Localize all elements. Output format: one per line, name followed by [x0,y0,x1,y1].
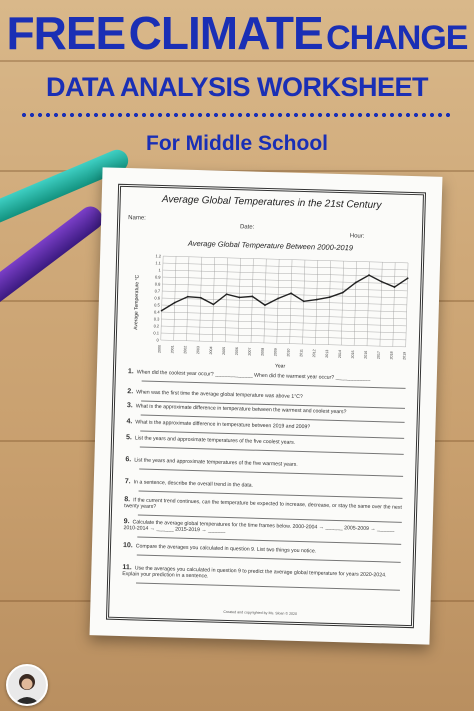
title-change: CHANGE [326,19,468,57]
question-number: 5. [125,434,133,442]
question-item [125,479,403,499]
question-number: 2. [127,388,134,396]
x-tick-label: 2014 [337,349,343,359]
page-subtitle: For Middle School [146,132,328,155]
question-text: Compare the averages you calculated in question 9. List two things you notice. [135,543,317,555]
x-axis-label: Year [274,363,286,370]
grid-line-h [162,291,407,298]
question-number: 6. [125,456,132,464]
question-item [128,369,406,389]
y-tick-label: 0 [156,337,159,343]
x-tick-label: 2006 [234,347,239,356]
question-text: In a sentence, describe the overall trend in the data. [133,479,254,489]
y-tick-label: 0.6 [154,295,161,301]
x-tick-label: 2011 [299,349,304,357]
question-text: When was the first time the average global temperature was above 1°C? [136,389,303,401]
worksheet-frame [106,184,426,628]
chart-title: Average Global Temperature Between 2000-2019 [187,238,354,253]
grid-line-h [162,305,407,312]
chart-grid [161,256,408,347]
x-tick-label: 2016 [363,350,368,359]
purple-marker [0,202,107,311]
worksheet-paper [90,167,443,644]
x-tick-label: 2008 [260,347,265,356]
question-text: What is the approximate difference in temperature between 2019 and 2009? [135,419,311,431]
question-number: 8. [124,496,131,504]
question-number: 9. [123,518,130,526]
x-tick-label: 2003 [196,346,201,355]
question-number: 10. [122,542,133,550]
page-title [0,6,474,60]
grid-line-h [162,284,407,291]
grid-line-h [163,256,408,263]
grid-line-h [163,277,408,284]
page-title-line2: DATA ANALYSIS WORKSHEET [45,72,429,102]
title-climate: CLIMATE [128,7,323,59]
y-tick-label: 0.1 [153,330,160,336]
question-number: 7. [124,478,131,486]
copyright-footer: Created and copyrighted by Ms. Sloan © 2020 [223,609,298,616]
question-text: If the current trend continues, can the temperature be expected to increase, decrease, or stay the same over the next twenty years? [124,497,402,511]
y-ticks [153,253,162,342]
x-tick-label: 2018 [389,351,394,360]
y-tick-label: 0.8 [154,281,161,287]
x-tick-label: 2004 [208,346,214,355]
question-number: 4. [126,418,133,426]
x-tick-label: 2007 [247,347,252,356]
y-tick-label: 0.3 [153,316,160,322]
x-tick-label: 2019 [402,351,407,360]
question-number: 3. [126,402,133,410]
question-text: List the years and approximate temperatures of the five warmest years. [134,457,298,468]
x-tick-label: 2015 [350,350,356,359]
y-tick-label: 1 [158,267,161,273]
header [0,0,474,165]
x-tick-label: 2010 [286,348,291,357]
answer-line[interactable] [137,532,401,545]
question-item [123,543,401,563]
dotted-divider [20,112,454,118]
grid-line-h [161,326,406,333]
question-text: Use the averages you calculated in question 9 to predict the average global temperature for years 2020-2024. Explain your prediction in a sentence. [122,565,387,580]
y-tick-label: 1.1 [155,260,162,266]
question-text: List the years and approximate temperatures of the five coolest years. [134,435,296,446]
x-tick-label: 2017 [376,351,381,360]
y-tick-label: 0.5 [154,302,160,308]
author-avatar [6,664,48,706]
question-number: 1. [127,368,134,376]
x-tick-label: 2012 [312,349,317,358]
grid-line-h [163,263,408,270]
grid-line-h [161,333,406,340]
question-number: 11. [122,564,132,572]
temperature-series-line [162,269,408,317]
grid-line-h [162,312,407,319]
question-item [125,457,403,477]
grid-line-h [161,340,406,347]
x-tick-label: 2002 [183,345,188,354]
title-free: FREE [6,7,126,59]
x-tick-label: 2001 [170,345,175,354]
y-tick-label: 0.2 [153,323,160,329]
question-text: What is the approximate difference in temperature between the warmest and coolest years? [135,403,347,416]
date-label: Date: [239,224,255,231]
x-tick-label: 2005 [221,346,227,355]
answer-line[interactable] [139,486,403,499]
answer-line[interactable] [136,578,400,591]
y-axis-label: Average Temperature °C [133,274,141,330]
question-text: When did the coolest year occur? _____________ When did the warmest year occur? ____________ [136,369,371,382]
name-label: Name: [128,215,146,222]
grid-line-h [162,298,407,305]
worksheet-title: Average Global Temperatures in the 21st Century [161,194,382,212]
question-text: Calculate the average global temperatures for the time frames below. 2000-2004 → ______ 2005-2009 → ______ 2010-2014 → ______ 2015-2019 → ______ [123,519,395,535]
grid-line-h [161,319,406,326]
question-item [122,565,400,591]
x-tick-label: 2009 [273,348,278,357]
y-tick-label: 0.7 [154,288,161,294]
x-tick-label: 2013 [325,349,330,358]
x-tick-label: 2000 [157,344,162,354]
y-tick-label: 1.2 [155,253,162,259]
question-item [123,519,401,545]
x-ticks [157,345,406,360]
hour-label: Hour: [349,233,365,240]
question-item [126,435,404,455]
y-tick-label: 0.4 [153,309,160,315]
y-tick-label: 0.9 [154,274,161,280]
